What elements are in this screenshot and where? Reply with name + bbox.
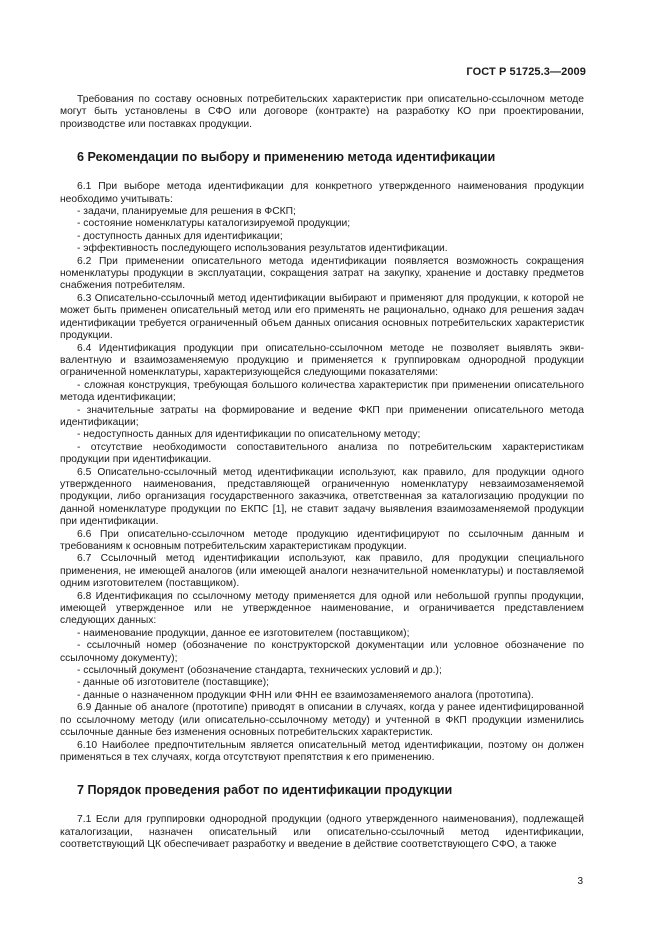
list-item: - состояние номенклатуры каталогизируемой продукции; xyxy=(77,218,351,230)
paragraph-6-10: 6.10 Наиболее предпочтительным является описательный метод идентификации, поэтому он должен применяться в тех случаях, когда отсутствуют препятствия к его применению. xyxy=(60,739,584,763)
document-code-header: ГОСТ Р 51725.3—2009 xyxy=(466,66,586,78)
paragraph-7-1: 7.1 Если для группировки однородной продукции (одного утвержденного наименования), подлежащей каталогизации, назначен описательный или описательно-ссылочный метод идентификации, соответствующий ЦК обеспечивает разработку и введение в действие соответствующего СФО, а также xyxy=(60,814,584,851)
section-6-heading: 6 Рекомендации по выбору и применению метода идентификации xyxy=(77,150,496,165)
list-item: - доступность данных для идентификации; xyxy=(77,230,283,242)
list-item: - данные об изготовителе (поставщике); xyxy=(77,677,270,689)
paragraph-6-3: 6.3 Описательно-ссылочный метод идентификации выбирают и применяют для продукции, к которой не может быть применен описательный метод или его применять не рационально, однако для решения задач идентификации требуется ограниченный объем данных описания основных потребительских характеристик продукции. xyxy=(60,292,584,342)
paragraph-6-5: 6.5 Описательно-ссылочный метод идентификации используют, как правило, для продукции одного утвержденного наименования, представляющей ограниченную номенклатуру невзаимозаменяемой продукции, либо организация государственного заказчика, ответственная за каталогизацию продукции по данной номенклатуре продукции по ЕКПС [1], не ставит задачу выявления взаимозаменяемой продукции при идентификации. xyxy=(60,466,584,528)
list-item: - ссылочный номер (обозначение по конструкторской документации или условное обозначение по ссылочному документу); xyxy=(60,640,584,664)
paragraph-6-8: 6.8 Идентификация по ссылочному методу применяется для одной или небольшой группы продукции, имеющей утвержденное или не утвержденное наименование, и ограничивается представлением следующих данных: xyxy=(60,590,584,627)
intro-paragraph: Требования по составу основных потребительских характеристик при описательно-ссылочном методе могут быть установлены в СФО или договоре (контракте) на разработку КО при проектировании, производстве или поставках продукции. xyxy=(60,94,584,130)
paragraph-6-7: 6.7 Ссылочный метод идентификации используют, как правило, для продукции специального применения, не имеющей аналогов (или имеющей аналоги незначительной номенклатуры) и поставляемой одним изготовителем (поставщиком). xyxy=(60,553,584,590)
list-item: - сложная конструкция, требующая большого количества характеристик при применении описательного метода идентификации; xyxy=(60,379,584,404)
paragraph-6-2: 6.2 При применении описательного метода идентификации появляется возможность сокращения номенклатуры продукции в эксплуатации, сокращения затрат на закупку, хранение и доставку предметов снабжения потребителям. xyxy=(60,255,584,292)
paragraph-6-6: 6.6 При описательно-ссылочном методе продукцию идентифицируют по ссылочным данным и требованиям к основным потребительским характеристикам продукции. xyxy=(60,528,584,552)
paragraph-6-1: 6.1 При выборе метода идентификации для конкретного утвержденного наименования продукции необходимо учитывать: xyxy=(60,181,584,205)
paragraph-6-4: 6.4 Идентификация продукции при описательно-ссылочном методе не позволяет выявлять эквивалентную и взаимозаменяемую продукцию и применяется к группировкам однородной продукции ограниченной номенклатуры, характеризующейся следующими показателями: xyxy=(60,342,584,379)
list-item: - ссылочный документ (обозначение стандарта, технических условий и др.); xyxy=(77,665,442,677)
page-number: 3 xyxy=(577,876,583,887)
paragraph-6-9: 6.9 Данные об аналоге (прототипе) приводят в описании в случаях, когда у ранее идентифицированной по ссылочному методу (или описательно-ссылочному методу) и учтенной в ФКП продукции изменились ссылочные данные без изменения основных потребительских характеристик. xyxy=(60,702,584,739)
section-7-heading: 7 Порядок проведения работ по идентификации продукции xyxy=(77,783,453,798)
list-item: - значительные затраты на формирование и ведение ФКП при применении описательного метода идентификации; xyxy=(60,404,584,428)
list-item: - данные о назначенном продукции ФНН или ФНН ее взаимозаменяемого аналога (прототипа). xyxy=(77,689,534,701)
list-item: - наименование продукции, данное ее изготовителем (поставщиком); xyxy=(77,627,410,639)
list-item: - эффективность последующего использования результатов идентификации. xyxy=(77,243,448,255)
list-item: - отсутствие необходимости сопоставительного анализа по потребительским характеристикам продукции при идентификации. xyxy=(60,441,584,466)
list-item: - задачи, планируемые для решения в ФСКП; xyxy=(77,206,296,218)
list-item: - недоступность данных для идентификации по описательному методу; xyxy=(77,429,421,441)
document-body xyxy=(60,94,584,852)
